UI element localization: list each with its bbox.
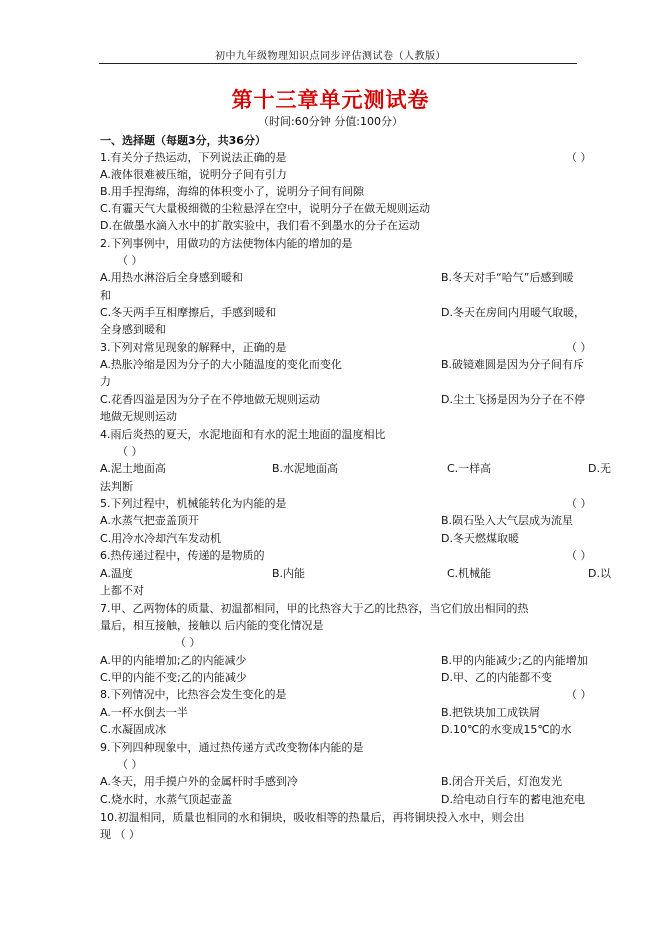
question-7-option-d: D.甲、乙的内能都不变	[441, 671, 552, 684]
question-9-option-b: B.闭合开关后，灯泡发光	[441, 775, 563, 788]
question-2-option-d: D.冬天在房间内用暖气取暖，	[441, 306, 585, 319]
question-4-option-c: C.一样高	[447, 462, 492, 475]
question-7-option-c: C.甲的内能不变;乙的内能减少	[100, 671, 247, 684]
question-5-option-c: C.用冷水冷却汽车发动机	[100, 532, 222, 545]
question-3-option-c: C.花香四溢是因为分子在不停地做无规则运动	[100, 393, 321, 406]
question-2-option-b-cont: 和	[100, 289, 111, 302]
question-6-option-a: A.温度	[100, 567, 133, 580]
question-10-stem-cont: 现 （ ）	[100, 828, 140, 841]
question-5-option-a: A.水蒸气把壶盖顶开	[100, 514, 199, 527]
question-5-answer-paren: （ ）	[566, 497, 592, 510]
question-1-option-c: C.有霾天气大量极细微的尘粒悬浮在空中，说明分子在做无规则运动	[100, 202, 431, 215]
question-8-answer-paren: （ ）	[566, 688, 592, 701]
page-title: 第十三章单元测试卷	[231, 87, 430, 112]
question-2-answer-paren: （ ）	[117, 254, 143, 267]
question-7-stem-cont: 量后，相互接触，接触以 后内能的变化情况是	[100, 619, 324, 632]
question-1-answer-paren: （ ）	[566, 151, 592, 164]
question-3-option-b: B.破镜难圆是因为分子间有斥	[441, 358, 585, 371]
page-header: 初中九年级物理知识点同步评估测试卷（人教版）	[215, 51, 446, 62]
question-4-option-d-cont: 法判断	[100, 480, 133, 493]
page-subtitle: （时间:60分钟 分值:100分）	[258, 115, 403, 128]
question-7-option-b: B.甲的内能减少;乙的内能增加	[441, 654, 588, 667]
question-2-option-c: C.冬天两手互相摩擦后，手感到暖和	[100, 306, 277, 319]
question-7-option-a: A.甲的内能增加;乙的内能减少	[100, 654, 247, 667]
question-3-option-b-cont: 力	[100, 375, 111, 388]
question-8-option-b: B.把铁块加工成铁屑	[441, 706, 541, 719]
question-8-option-a: A.一杯水倒去一半	[100, 706, 188, 719]
question-4-stem: 4.雨后炎热的夏天，水泥地面和有水的泥土地面的温度相比	[100, 428, 386, 441]
question-3-option-d: D.尘土飞扬是因为分子在不停	[441, 393, 585, 406]
question-7-answer-paren: （ ）	[175, 636, 201, 649]
question-4-option-a: A.泥土地面高	[100, 462, 166, 475]
question-2-stem: 2.下列事例中，用做功的方法使物体内能的增加的是	[100, 237, 353, 250]
question-8-option-d: D.10℃的水变成15℃的水	[441, 723, 572, 736]
question-7-stem: 7.甲、乙两物体的质量、初温都相同，甲的比热容大于乙的比热容，当它们放出相同的热	[100, 602, 529, 615]
question-5-option-b: B.陨石坠入大气层成为流星	[441, 514, 574, 527]
question-5-stem: 5.下列过程中，机械能转化为内能的是	[100, 497, 287, 510]
question-4-option-d: D.无	[588, 462, 611, 475]
question-3-option-d-cont: 地做无规则运动	[100, 410, 177, 423]
question-8-stem: 8.下列情况中，比热容会发生变化的是	[100, 688, 287, 701]
question-1-option-a: A.液体很难被压缩，说明分子间有引力	[100, 168, 287, 181]
question-9-answer-paren: （ ）	[117, 758, 143, 771]
header-rule	[99, 63, 577, 64]
question-9-option-a: A.冬天，用手摸户外的金属杆时手感到冷	[100, 775, 298, 788]
question-6-answer-paren: （ ）	[566, 549, 592, 562]
section-heading: 一、选择题（每题3分，共36分）	[100, 134, 266, 147]
question-9-option-c: C.烧水时，水蒸气顶起壶盖	[100, 793, 233, 806]
question-6-option-b: B.内能	[272, 567, 306, 580]
question-4-answer-paren: （ ）	[117, 445, 143, 458]
question-5-option-d: D.冬天燃煤取暖	[441, 532, 519, 545]
question-2-option-a: A.用热水淋浴后全身感到暖和	[100, 271, 243, 284]
question-6-option-d: D.以	[588, 567, 611, 580]
question-4-option-b: B.水泥地面高	[272, 462, 339, 475]
question-9-option-d: D.给电动自行车的蓄电池充电	[441, 793, 585, 806]
question-3-stem: 3.下列对常见现象的解释中，正确的是	[100, 341, 287, 354]
question-6-stem: 6.热传递过程中，传递的是物质的	[100, 549, 265, 562]
question-6-option-c: C.机械能	[447, 567, 492, 580]
question-1-option-d: D.在做墨水滴入水中的扩散实验中，我们看不到墨水的分子在运动	[100, 219, 420, 232]
question-3-answer-paren: （ ）	[566, 341, 592, 354]
question-10-stem: 10.初温相同，质量也相同的水和铜块，吸收相等的热量后，再将铜块投入水中，则会出	[100, 811, 525, 824]
question-1-stem: 1.有关分子热运动，下列说法正确的是	[100, 151, 287, 164]
question-2-option-b: B.冬天对手“哈气”后感到暖	[441, 271, 574, 284]
question-2-option-d-cont: 全身感到暖和	[100, 323, 166, 336]
question-6-option-d-cont: 上都不对	[100, 584, 144, 597]
question-1-option-b: B.用手捏海绵，海绵的体积变小了，说明分子间有间隙	[100, 185, 365, 198]
question-3-option-a: A.热胀冷缩是因为分子的大小随温度的变化而变化	[100, 358, 342, 371]
question-8-option-c: C.水凝固成冰	[100, 723, 167, 736]
question-9-stem: 9.下列四种现象中，通过热传递方式改变物体内能的是	[100, 741, 364, 754]
